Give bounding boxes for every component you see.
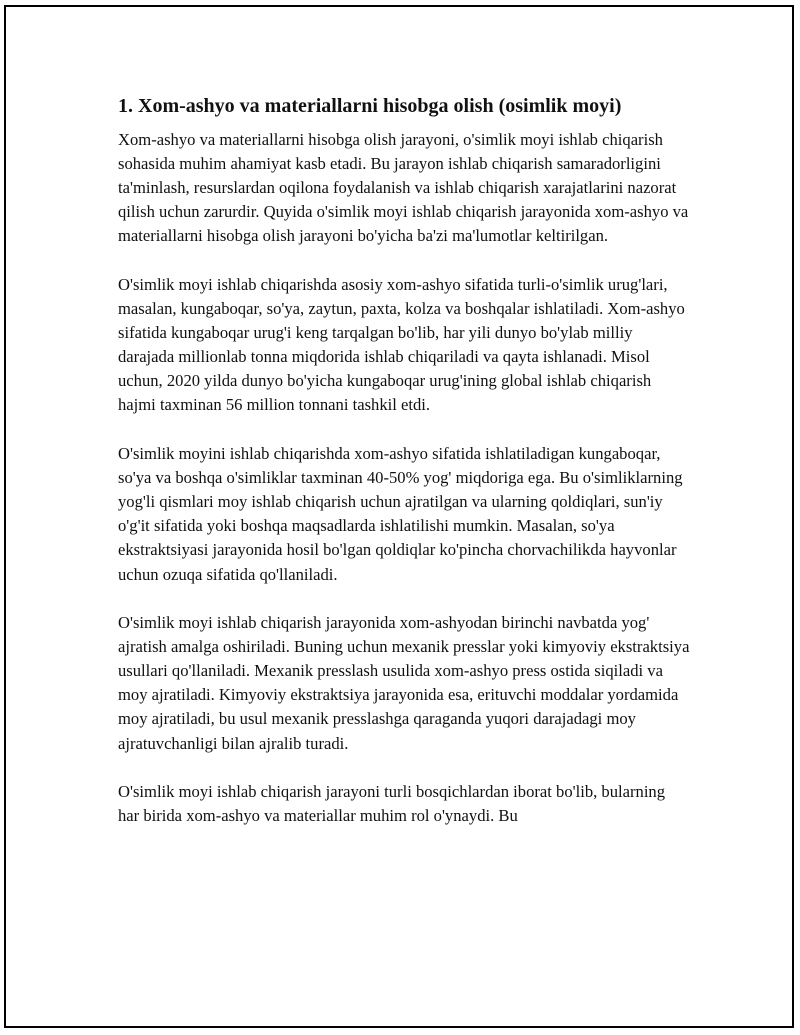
document-body xyxy=(118,92,690,853)
section-heading: 1. Xom-ashyo va materiallarni hisobga olish (osimlik moyi) xyxy=(118,95,622,117)
paragraph-2: O'simlik moyi ishlab chiqarishda asosiy xom-ashyo sifatida turli-o'simlik urug'lari, masalan, kungaboqar, so'ya, zaytun, paxta, kolza va boshqalar ishlatiladi. Xom-ashyo sifatida kungaboqar urug'i keng tarqalgan bo'lib, har yili dunyo bo'ylab milliy darajada millionlab tonna miqdorida ishlab chiqariladi va qayta ishlanadi. Misol uchun, 2020 yilda dunyo bo'yicha kungaboqar urug'ining global ishlab chiqarish hajmi taxminan 56 million tonnani tashkil etdi. xyxy=(118,274,685,415)
paragraph-5: O'simlik moyi ishlab chiqarish jarayoni turli bosqichlardan iborat bo'lib, bularning har birida xom-ashyo va materiallar muhim rol o'ynaydi. Bu xyxy=(118,782,666,826)
paragraph-3: O'simlik moyini ishlab chiqarishda xom-ashyo sifatida ishlatiladigan kungaboqar, so'ya va boshqa o'simliklar taxminan 40-50% yog' miqdoriga ega. Bu o'simliklarning yog'li qismlari moy ishlab chiqarish uchun ajratilgan va ularning qoldiqlari, sun'iy o'g'it sifatida yoki boshqa maqsadlarda ishlatilishi mumkin. Masalan, so'ya ekstraktsiyasi jarayonida hosil bo'lgan qoldiqlar ko'pincha chorvachilikda hayvonlar uchun ozuqa sifatida qo'llaniladi. xyxy=(118,444,683,584)
paragraph-4: O'simlik moyi ishlab chiqarish jarayonida xom-ashyodan birinchi navbatda yog' ajratish amalga oshiriladi. Buning uchun mexanik presslar yoki kimyoviy ekstraktsiya usullari qo'llaniladi. Mexanik presslash usulida xom-ashyo press ostida siqiladi va moy ajratiladi. Kimyoviy ekstraktsiya jarayonida esa, erituvchi moddalar yordamida moy ajratiladi, bu usul mexanik presslashga qaraganda yuqori darajadagi moy ajratuvchanligi bilan ajralib turadi. xyxy=(118,613,690,753)
paragraph-1: Xom-ashyo va materiallarni hisobga olish jarayoni, o'simlik moyi ishlab chiqarish sohasida muhim ahamiyat kasb etadi. Bu jarayon ishlab chiqarish samaradorligini ta'minlash, resurslardan oqilona foydalanish va ishlab chiqarish xarajatlarini nazorat qilish uchun zarurdir. Quyida o'simlik moyi ishlab chiqarish jarayonida xom-ashyo va materiallarni hisobga olish jarayoni bo'yicha ba'zi ma'lumotlar keltirilgan. xyxy=(118,130,689,246)
